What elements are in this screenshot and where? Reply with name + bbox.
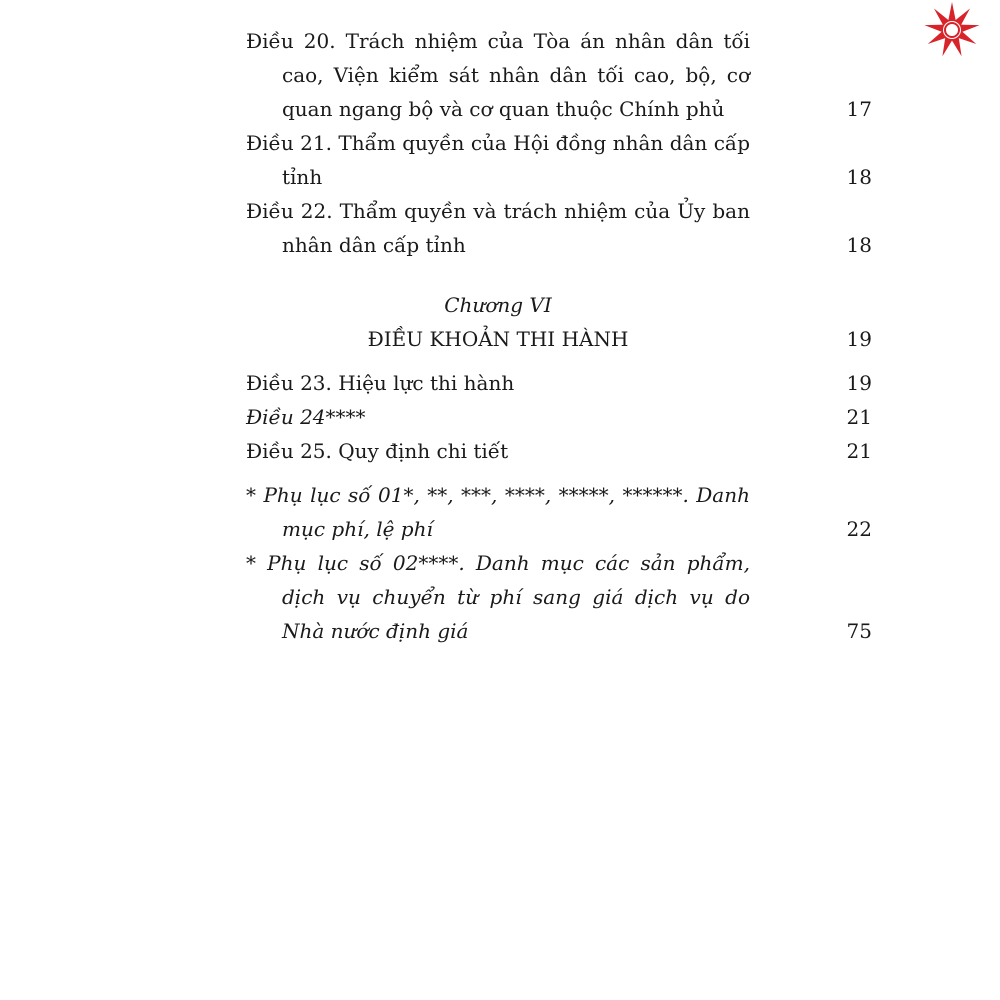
- toc-entry-title: Điều 23. Hiệu lực thi hành: [246, 371, 515, 395]
- toc-page-number: 75: [846, 619, 872, 643]
- spacer: [246, 262, 872, 288]
- publisher-logo-icon: [922, 0, 982, 60]
- chapter-label: Chương VI: [444, 293, 552, 317]
- toc-page-number: 21: [846, 439, 872, 463]
- spacer: [246, 356, 872, 366]
- toc-page-number: 19: [846, 371, 872, 395]
- toc-entry-dieu-24[interactable]: [246, 400, 872, 434]
- table-of-contents: [246, 24, 872, 648]
- toc-entry-title: Điều 20. Trách nhiệm của Tòa án nhân dân tối cao, Viện kiểm sát nhân dân tối cao, bộ, cơ quan ngang bộ và cơ quan thuộc Chính phủ: [246, 29, 750, 121]
- toc-page-number: 18: [846, 233, 872, 257]
- toc-page-number: 21: [846, 405, 872, 429]
- toc-page-number: 17: [846, 97, 872, 121]
- toc-entry-title: Điều 21. Thẩm quyền của Hội đồng nhân dân cấp tỉnh: [246, 131, 750, 189]
- toc-entry-dieu-21[interactable]: [246, 126, 872, 194]
- toc-entry-dieu-25[interactable]: [246, 434, 872, 468]
- spacer: [246, 468, 872, 478]
- chapter-title: ĐIỀU KHOẢN THI HÀNH: [367, 327, 629, 351]
- toc-entry-title: Điều 25. Quy định chi tiết: [246, 439, 509, 463]
- toc-entry-dieu-22[interactable]: [246, 194, 872, 262]
- toc-entry-title: * Phụ lục số 02****. Danh mục các sản phẩm, dịch vụ chuyển từ phí sang giá dịch vụ do Nhà nước định giá: [246, 551, 750, 643]
- toc-entry-dieu-23[interactable]: [246, 366, 872, 400]
- toc-entry-phu-luc-01[interactable]: [246, 478, 872, 546]
- toc-entry-title: Điều 22. Thẩm quyền và trách nhiệm của Ủy ban nhân dân cấp tỉnh: [246, 199, 750, 257]
- toc-page-number: 22: [846, 517, 872, 541]
- toc-page-number: 19: [846, 327, 872, 351]
- chapter-heading[interactable]: [246, 322, 872, 356]
- toc-entry-title: Điều 24****: [246, 405, 366, 429]
- toc-entry-title: * Phụ lục số 01*, **, ***, ****, *****, ******. Danh mục phí, lệ phí: [246, 483, 750, 541]
- toc-page-number: 18: [846, 165, 872, 189]
- toc-entry-phu-luc-02[interactable]: [246, 546, 872, 648]
- toc-entry-dieu-20[interactable]: [246, 24, 872, 126]
